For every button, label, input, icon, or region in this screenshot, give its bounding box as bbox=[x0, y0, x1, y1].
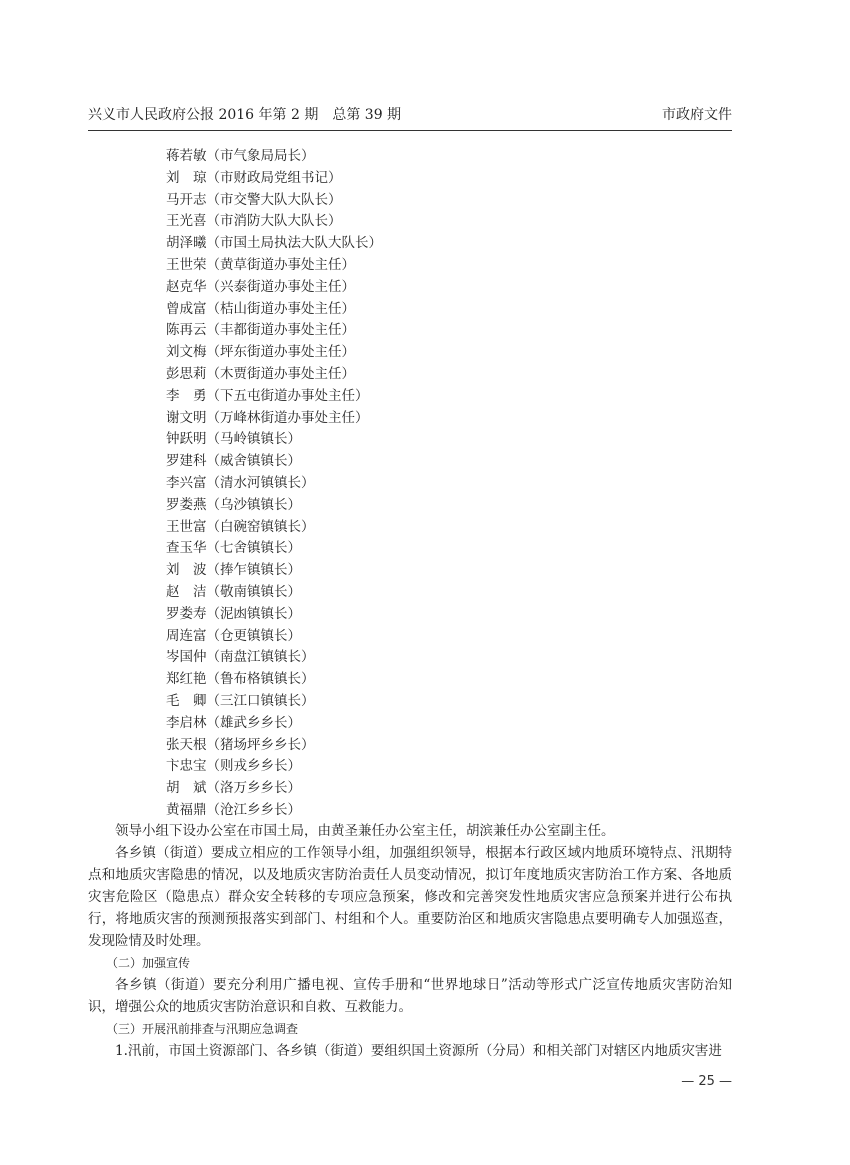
heading-survey: （三）开展汛前排查与汛期应急调查 bbox=[106, 1022, 299, 1036]
member-item: 谢文明（万峰林街道办事处主任） bbox=[166, 409, 369, 426]
member-item: 卞忠宝（则戎乡乡长） bbox=[166, 758, 301, 775]
member-item: 刘文梅（坪东街道办事处主任） bbox=[166, 344, 355, 361]
member-item: 胡泽曦（市国土局执法大队大队长） bbox=[166, 235, 382, 252]
member-item: 马开志（市交警大队大队长） bbox=[166, 191, 342, 208]
member-item: 王光喜（市消防大队大队长） bbox=[166, 213, 342, 230]
paragraph-office: 领导小组下设办公室在市国土局，由黄圣兼任办公室主任，胡滨兼任办公室副主任。 bbox=[115, 823, 615, 839]
member-item: 陈再云（丰都街道办事处主任） bbox=[166, 322, 355, 339]
member-item: 蒋若敏（市气象局局长） bbox=[166, 148, 315, 164]
member-item: 查玉华（七舍镇镇长） bbox=[166, 540, 301, 557]
member-item: 张天根（猪场坪乡乡长） bbox=[166, 736, 315, 753]
member-item: 彭思莉（木贾街道办事处主任） bbox=[166, 365, 355, 382]
member-item: 刘 波（捧乍镇镇长） bbox=[166, 562, 301, 579]
page-number: — 25 — bbox=[681, 1074, 732, 1089]
member-item: 李启林（雄武乡乡长） bbox=[166, 714, 301, 731]
member-item: 罗建科（威舍镇镇长） bbox=[166, 453, 301, 470]
member-item: 黄福鼎（沧江乡乡长） bbox=[166, 801, 301, 818]
member-item: 胡 斌（洛万乡乡长） bbox=[166, 780, 301, 797]
member-item: 曾成富（桔山街道办事处主任） bbox=[166, 300, 355, 317]
member-item: 李兴富（清水河镇镇长） bbox=[166, 474, 315, 491]
publication-title: 兴义市人民政府公报 2016 年第 2 期 总第 39 期 bbox=[88, 107, 402, 123]
member-item: 毛 卿（三江口镇镇长） bbox=[166, 692, 315, 709]
member-list bbox=[166, 146, 382, 822]
member-item: 罗娄燕（乌沙镇镇长） bbox=[166, 496, 301, 513]
member-item: 岑国仲（南盘江镇镇长） bbox=[166, 649, 315, 666]
member-item: 罗娄寿（泥凼镇镇长） bbox=[166, 605, 301, 622]
member-item: 刘 琼（市财政局党组书记） bbox=[166, 169, 342, 186]
member-item: 赵克华（兴泰街道办事处主任） bbox=[166, 278, 355, 295]
member-item: 赵 洁（敬南镇镇长） bbox=[166, 583, 301, 600]
paragraph-publicity: 各乡镇（街道）要充分利用广播电视、宣传手册和“世界地球日”活动等形式广泛宣传地质灾害防治知识，增强公众的地质灾害防治意识和自救、互救能力。 bbox=[88, 977, 732, 1015]
paragraph-survey: 1.汛前，市国土资源部门、各乡镇（街道）要组织国土资源所（分局）和相关部门对辖区内地质灾害进 bbox=[115, 1043, 722, 1059]
member-item: 周连富（仓更镇镇长） bbox=[166, 627, 301, 644]
member-item: 郑红艳（鲁布格镇镇长） bbox=[166, 671, 315, 688]
member-item: 李 勇（下五屯街道办事处主任） bbox=[166, 387, 369, 404]
member-item: 王世荣（黄草街道办事处主任） bbox=[166, 256, 355, 273]
member-item: 钟跃明（马岭镇镇长） bbox=[166, 431, 301, 448]
heading-publicity: （二）加强宣传 bbox=[106, 956, 191, 970]
member-item: 王世富（白碗窑镇镇长） bbox=[166, 518, 315, 535]
page-header bbox=[88, 104, 732, 131]
section-title: 市政府文件 bbox=[662, 107, 732, 123]
body-text bbox=[88, 820, 732, 1062]
paragraph-township-duties: 各乡镇（街道）要成立相应的工作领导小组，加强组织领导，根据本行政区域内地质环境特点、汛期特点和地质灾害隐患的情况，以及地质灾害防治责任人员变动情况，拟订年度地质灾害防治工作方案、各地质灾害危险区（隐患点）群众安全转移的专项应急预案，修改和完善突发性地质灾害应急预案并进行公布执行，将地质灾害的预测预报落实到部门、村组和个人。重要防治区和地质灾害隐患点要明确专人加强巡查，发现险情及时处理。 bbox=[88, 845, 732, 949]
